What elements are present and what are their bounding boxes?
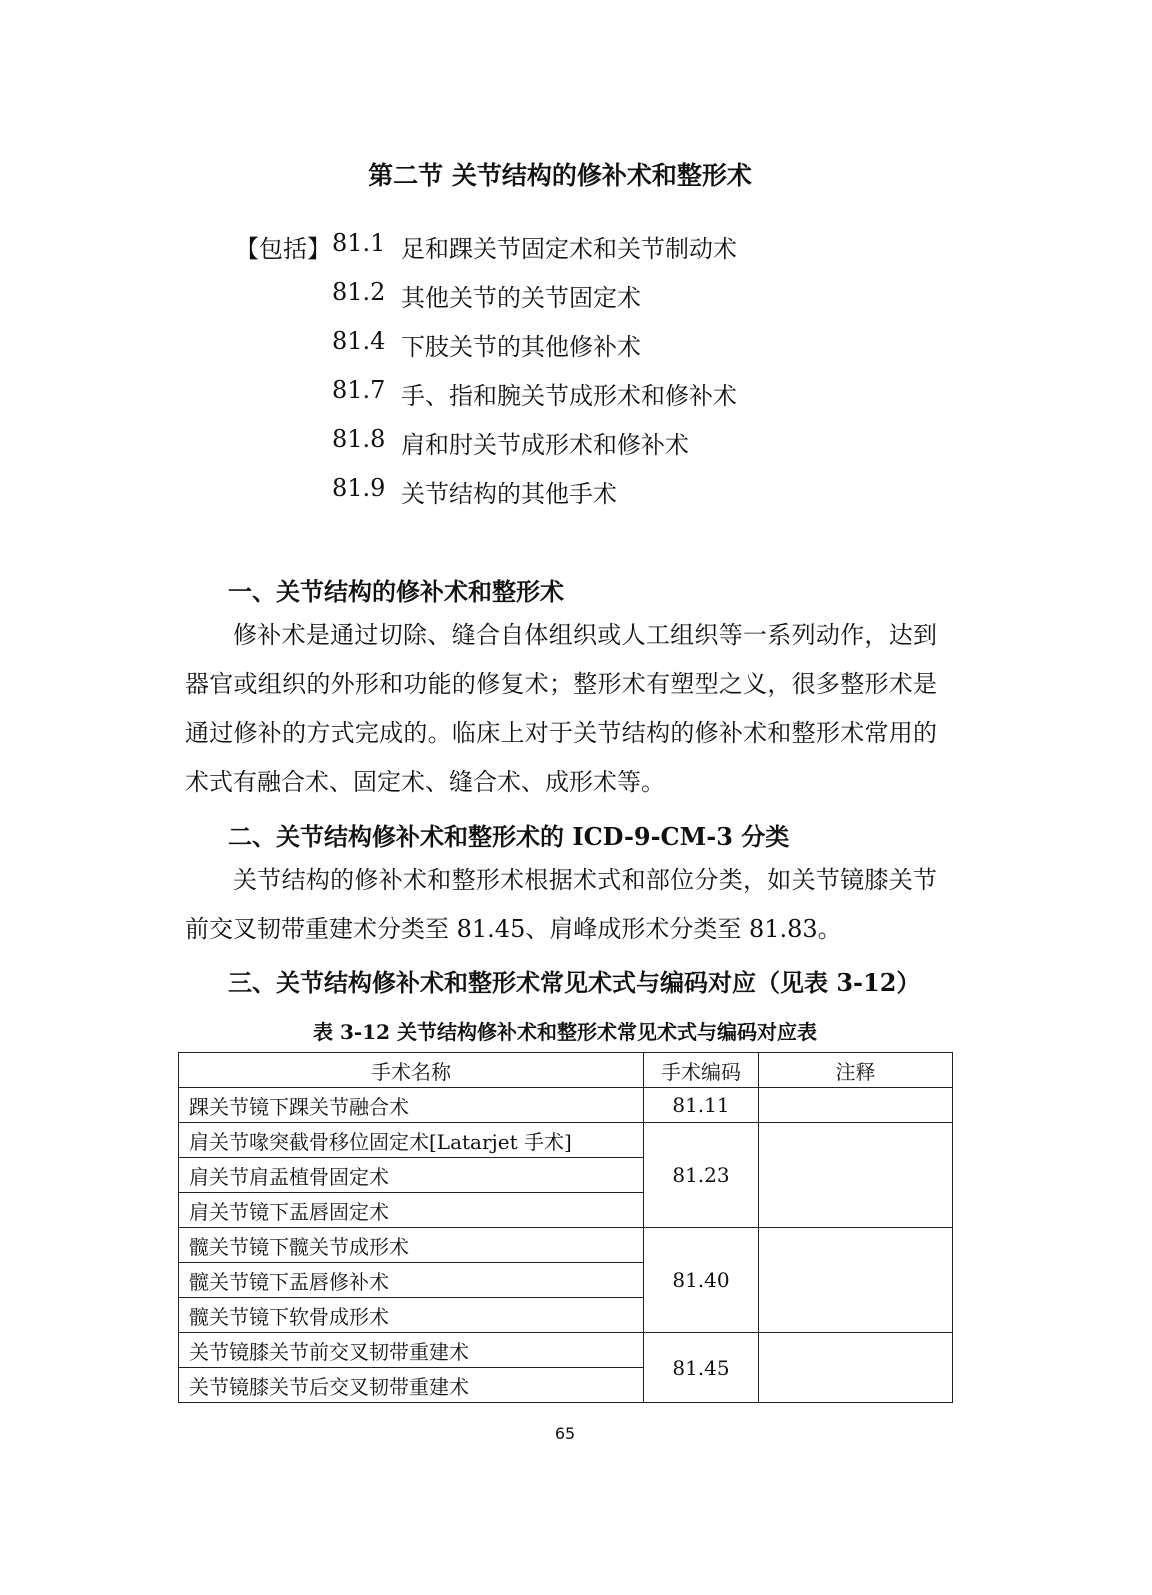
- section-heading: 二、关节结构修补术和整形术的 ICD-9-CM-3 分类: [228, 822, 790, 851]
- table-row: [179, 1228, 953, 1263]
- procedure-name-cell: 关节镜膝关节后交叉韧带重建术: [179, 1368, 644, 1403]
- section-heading: 三、关节结构修补术和整形术常见术式与编码对应（见表 3-12）: [228, 968, 921, 997]
- table-row: [179, 1333, 953, 1368]
- procedure-name-cell: 髋关节镜下盂唇修补术: [179, 1263, 644, 1298]
- section-paragraph: 修补术是通过切除、缝合自体组织或人工组织等一系列动作，达到器官或组织的外形和功能的修复术；整形术有塑型之义，很多整形术是通过修补的方式完成的。临床上对于关节结构的修补术和整形术常用的术式有融合术、固定术、缝合术、成形术等。: [185, 621, 937, 796]
- procedure-name-cell: 髋关节镜下髋关节成形术: [179, 1228, 644, 1263]
- procedure-name-cell: 肩关节镜下盂唇固定术: [179, 1193, 644, 1228]
- procedure-code-cell: 81.23: [644, 1123, 759, 1228]
- table-caption: 表 3-12 关节结构修补术和整形术常见术式与编码对应表: [313, 1020, 817, 1044]
- notes-cell: [759, 1228, 953, 1333]
- notes-cell: [759, 1088, 953, 1123]
- table-row: [179, 1123, 953, 1158]
- include-code: 81.8: [332, 425, 386, 453]
- notes-cell: [759, 1123, 953, 1228]
- header-procedure-code: 手术编码: [644, 1053, 759, 1088]
- include-text: 手、指和腕关节成形术和修补术: [401, 382, 737, 410]
- section-heading: 一、关节结构的修补术和整形术: [228, 577, 564, 606]
- include-code: 81.1: [332, 229, 386, 257]
- procedure-name-cell: 髋关节镜下软骨成形术: [179, 1298, 644, 1333]
- include-code: 81.2: [332, 278, 386, 306]
- page-number: 65: [554, 1424, 576, 1443]
- procedure-name-cell: 肩关节喙突截骨移位固定术[Latarjet 手术]: [179, 1123, 644, 1158]
- procedure-name-cell: 关节镜膝关节前交叉韧带重建术: [179, 1333, 644, 1368]
- table-row: [179, 1088, 953, 1123]
- table-header-row: [179, 1053, 953, 1088]
- procedure-code-cell: 81.11: [644, 1088, 759, 1123]
- include-code: 81.7: [332, 376, 386, 404]
- procedure-name-cell: 肩关节肩盂植骨固定术: [179, 1158, 644, 1193]
- include-text: 足和踝关节固定术和关节制动术: [401, 235, 737, 263]
- include-text: 其他关节的关节固定术: [401, 284, 641, 312]
- notes-cell: [759, 1333, 953, 1403]
- procedure-name-cell: 踝关节镜下踝关节融合术: [179, 1088, 644, 1123]
- section-title: 第二节 关节结构的修补术和整形术: [368, 161, 752, 190]
- include-text: 关节结构的其他手术: [401, 480, 617, 508]
- procedure-code-cell: 81.40: [644, 1228, 759, 1333]
- include-code: 81.4: [332, 327, 386, 355]
- includes-label: 【包括】: [235, 235, 331, 263]
- procedure-code-cell: 81.45: [644, 1333, 759, 1403]
- include-text: 下肢关节的其他修补术: [401, 333, 641, 361]
- include-code: 81.9: [332, 474, 386, 502]
- header-notes: 注释: [759, 1053, 953, 1088]
- include-text: 肩和肘关节成形术和修补术: [401, 431, 689, 459]
- header-procedure-name: 手术名称: [179, 1053, 644, 1088]
- procedure-code-table: [178, 1052, 953, 1403]
- section-paragraph: 关节结构的修补术和整形术根据术式和部位分类，如关节镜膝关节前交叉韧带重建术分类至 81.45、肩峰成形术分类至 81.83。: [185, 866, 937, 943]
